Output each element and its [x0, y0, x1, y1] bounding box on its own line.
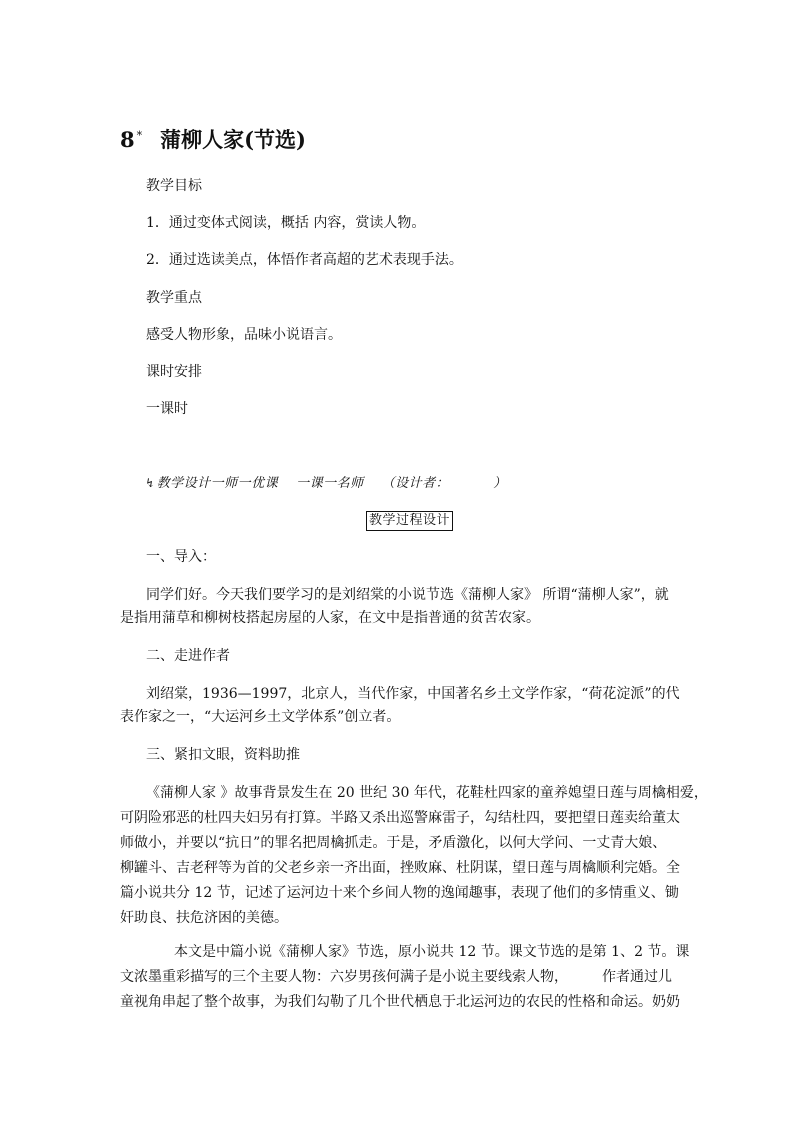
- section-3-p2-line-2: 文浓墨重彩描写的三个主要人物：六岁男孩何满子是小说主要线索人物，: [120, 969, 568, 985]
- focus-heading: 教学重点: [146, 290, 202, 306]
- section-2-line-1: 刘绍棠，1936—1997，北京人，当代作家，中国著名乡土文学作家，“荷花淀派”的代: [146, 686, 680, 702]
- design-mark-icon: ↯: [145, 476, 156, 490]
- section-1-line-1: 同学们好。今天我们要学习的是刘绍棠的小说节选《蒲柳人家》 所谓“蒲柳人家”，就: [146, 587, 669, 603]
- goals-heading: 教学目标: [146, 178, 202, 194]
- section-3-p1-line-4: 柳罐斗、吉老秤等为首的父老乡亲一齐出面，挫败麻、杜阴谋，望日莲与周檎顺利完婚。全: [120, 860, 680, 876]
- section-2-heading: 二、走进作者: [146, 648, 230, 664]
- schedule-heading: 课时安排: [146, 364, 202, 380]
- design-part-3: （设计者：: [381, 476, 450, 491]
- design-credit-line: [145, 473, 507, 494]
- focus-text: 感受人物形象，品味小说语言。: [146, 327, 342, 343]
- lesson-number: 8 *: [120, 127, 143, 152]
- section-1-heading: 一、导入：: [146, 549, 216, 565]
- section-3-p1-line-2: 可阴险邪恶的杜四夫妇另有打算。半路又杀出巡警麻雷子，勾结杜四，要把望日莲卖给董太: [120, 810, 680, 826]
- section-3-heading: 三、紧扣文眼，资料助推: [146, 747, 300, 763]
- lesson-title-text: 蒲柳人家(节选): [160, 127, 306, 152]
- section-1-line-2: 是指用蒲草和柳树枝搭起房屋的人家，在文中是指普通的贫苦农家。: [120, 610, 540, 626]
- section-3-p2-line-3: 童视角串起了整个故事，为我们勾勒了几个世代栖息于北运河边的农民的性格和命运。奶奶: [120, 994, 680, 1010]
- section-3-p1-line-1: 《蒲柳人家 》故事背景发生在 20 世纪 30 年代，花鞋杜四家的童养媳望日莲与周檎相爱，: [146, 785, 708, 801]
- section-3-p1-line-6: 奸助良、扶危济困的美德。: [120, 910, 288, 926]
- goal-item-2: 2．通过选读美点，体悟作者高超的艺术表现手法。: [146, 252, 463, 268]
- design-part-1: 教学设计一师一优课: [156, 476, 279, 491]
- lesson-title: [120, 122, 306, 154]
- section-3-p1-line-3: 师做小，并要以“抗日”的罪名把周檎抓走。于是，矛盾激化，以何大学问、一丈青大娘、: [120, 835, 667, 851]
- goal-item-1: 1．通过变体式阅读，概括 内容，赏读人物。: [146, 215, 426, 231]
- process-title-box: 教学过程设计: [366, 511, 453, 531]
- schedule-text: 一课时: [146, 401, 188, 417]
- design-part-2: 一课一名师: [296, 476, 364, 491]
- section-2-line-2: 表作家之一，“大运河乡土文学体系”创立者。: [120, 709, 401, 725]
- section-3-p1-line-5: 篇小说共分 12 节，记述了运河边十来个乡间人物的逸闻趣事，表现了他们的多情重义、锄: [120, 885, 679, 901]
- section-3-p2-line-2-tail: 作者通过儿: [602, 969, 672, 985]
- design-part-4: ）: [493, 476, 507, 491]
- section-3-p2-line-1: 本文是中篇小说《蒲柳人家》节选，原小说共 12 节。课文节选的是第 1、2 节。课: [174, 944, 690, 960]
- lesson-marker: *: [136, 129, 143, 142]
